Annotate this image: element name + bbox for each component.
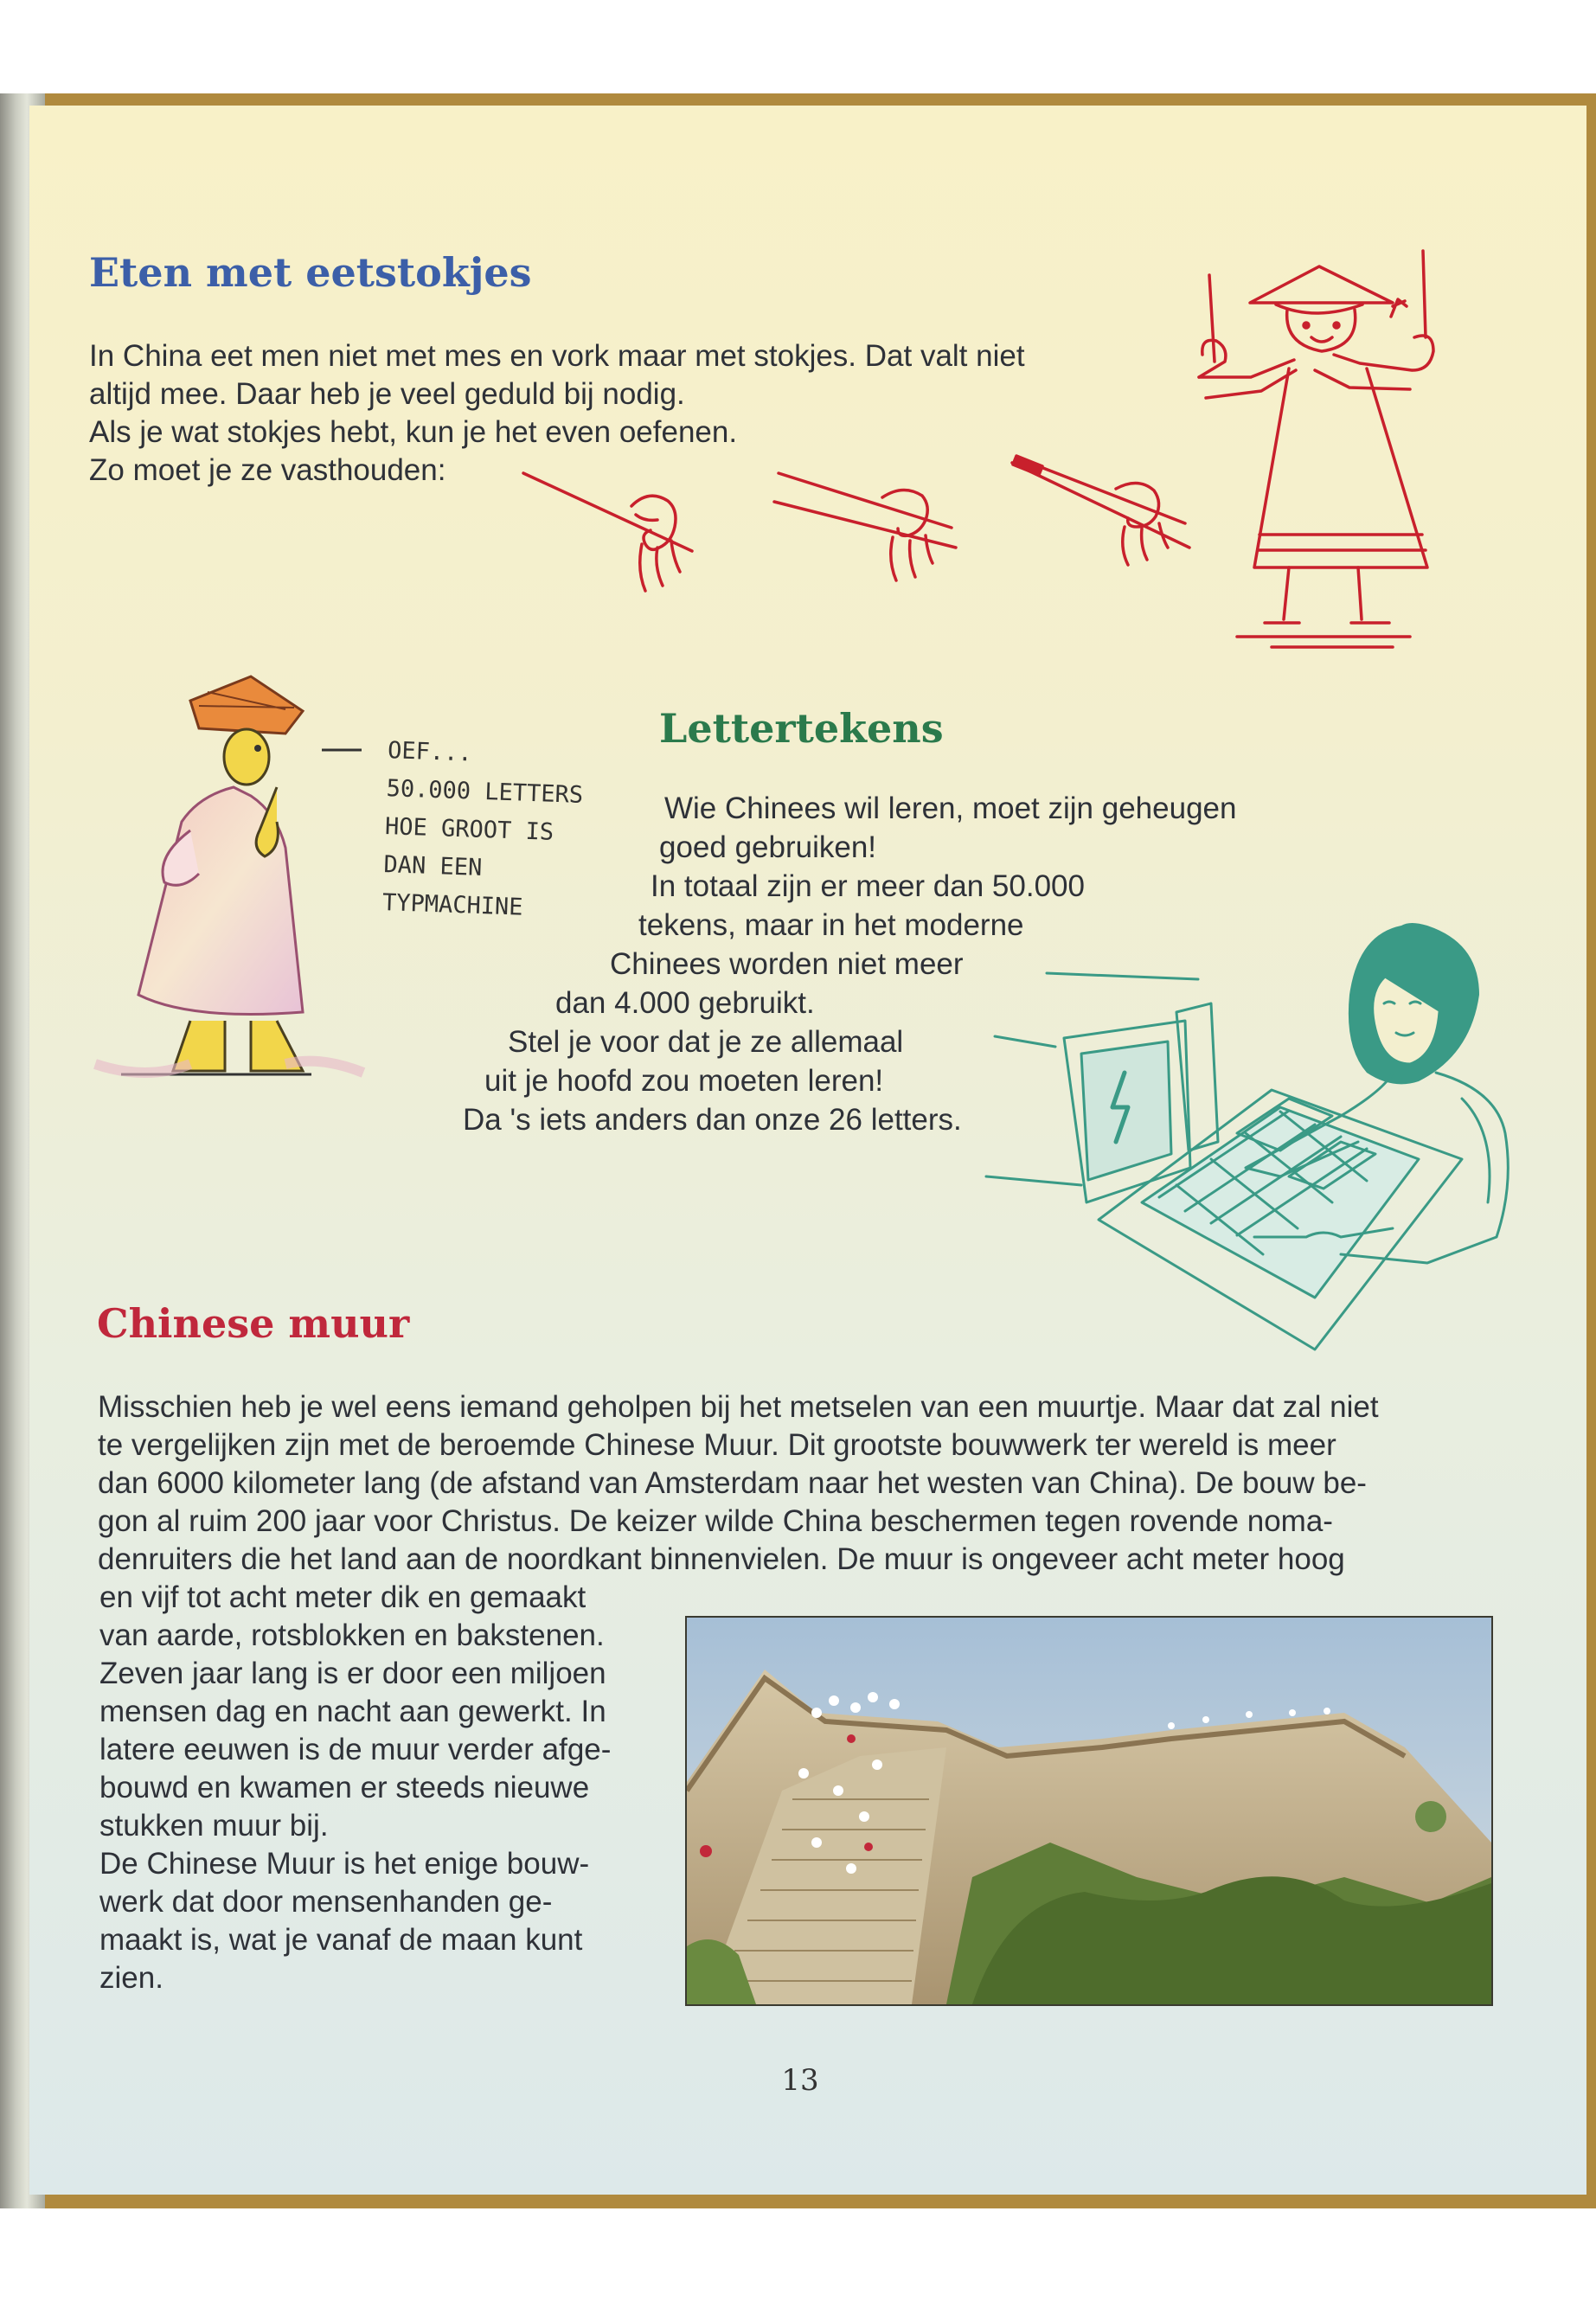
bubble-line: HOE GROOT IS xyxy=(384,813,554,846)
text-line: maakt is, wat je vanaf de maan kunt xyxy=(99,1923,583,1957)
text-line: Stel je voor dat je ze allemaal xyxy=(508,1025,904,1059)
text-line: De Chinese Muur is het enige bouw- xyxy=(99,1847,590,1881)
text-line: van aarde, rotsblokken en bakstenen. xyxy=(99,1618,605,1652)
chopstick-hands-illustration xyxy=(519,454,1194,601)
chopstick-hand-1 xyxy=(523,473,692,591)
text-line: Da 's iets anders dan onze 26 letters. xyxy=(463,1103,962,1137)
text-line: In China eet men niet met mes en vork maar met stokjes. Dat valt niet xyxy=(89,339,1025,373)
bubble-line: TYPMACHINE xyxy=(381,888,524,921)
text-line: zien. xyxy=(99,1961,163,1995)
text-line: stukken muur bij. xyxy=(99,1809,329,1843)
text-line: altijd mee. Daar heb je veel geduld bij nodig. xyxy=(89,377,685,411)
text-line: werk dat door mensenhanden ge- xyxy=(99,1885,553,1919)
text-line: en vijf tot acht meter dik en gemaakt xyxy=(99,1580,586,1614)
text-line: bouwd en kwamen er steeds nieuwe xyxy=(99,1771,590,1804)
page-number: 13 xyxy=(781,2063,819,2098)
bubble-pointer-line xyxy=(322,747,365,753)
chopstick-hand-3 xyxy=(1012,456,1189,565)
heading-chopsticks: Eten met eetstokjes xyxy=(89,249,532,296)
text-line: mensen dag en nacht aan gewerkt. In xyxy=(99,1695,606,1728)
text-line: Wie Chinees wil leren, moet zijn geheugen xyxy=(664,792,1237,825)
text-line: dan 4.000 gebruikt. xyxy=(555,986,815,1020)
heading-chinese-muur: Chinese muur xyxy=(97,1300,410,1347)
text-line: gon al ruim 200 jaar voor Christus. De keizer wilde China beschermen tegen rovende noma- xyxy=(98,1504,1333,1538)
text-line: Zo moet je ze vasthouden: xyxy=(89,453,446,487)
thinking-man-illustration xyxy=(95,657,407,1090)
text-line: Chinees worden niet meer xyxy=(610,947,964,981)
text-line: denruiters die het land aan de noordkant binnenvielen. De muur is ongeveer acht meter hoog xyxy=(98,1542,1345,1576)
text-line: Als je wat stokjes hebt, kun je het even oefenen. xyxy=(89,415,738,449)
bubble-line: DAN EEN xyxy=(383,851,483,881)
great-wall-photo xyxy=(685,1616,1493,2006)
heading-lettertekens: Lettertekens xyxy=(659,705,944,752)
text-line: latere eeuwen is de muur verder afge- xyxy=(99,1733,612,1766)
text-line: goed gebruiken! xyxy=(659,830,877,864)
text-line: tekens, maar in het moderne xyxy=(638,908,1024,942)
man-with-chopsticks-illustration xyxy=(1185,251,1462,666)
bubble-line: 50.000 LETTERS xyxy=(386,775,584,809)
text-line: dan 6000 kilometer lang (de afstand van Amsterdam naar het westen van China). De bouw be- xyxy=(98,1466,1367,1500)
wall-text-full xyxy=(98,1388,1379,1579)
speech-bubble-text xyxy=(381,732,585,929)
chopstick-hand-2 xyxy=(774,473,956,580)
text-line: Zeven jaar lang is er door een miljoen xyxy=(99,1657,606,1690)
text-line: In totaal zijn er meer dan 50.000 xyxy=(651,869,1085,903)
bubble-line: OEF... xyxy=(387,737,473,767)
text-line: te vergelijken zijn met de beroemde Chinese Muur. Dit grootste bouwwerk ter wereld is meer xyxy=(98,1428,1336,1462)
wall-text-column xyxy=(99,1579,611,1997)
text-line: Misschien heb je wel eens iemand geholpen bij het metselen van een muurtje. Maar dat zal niet xyxy=(98,1390,1379,1424)
text-line: uit je hoofd zou moeten leren! xyxy=(484,1064,884,1098)
girl-at-computer-illustration xyxy=(977,926,1540,1298)
